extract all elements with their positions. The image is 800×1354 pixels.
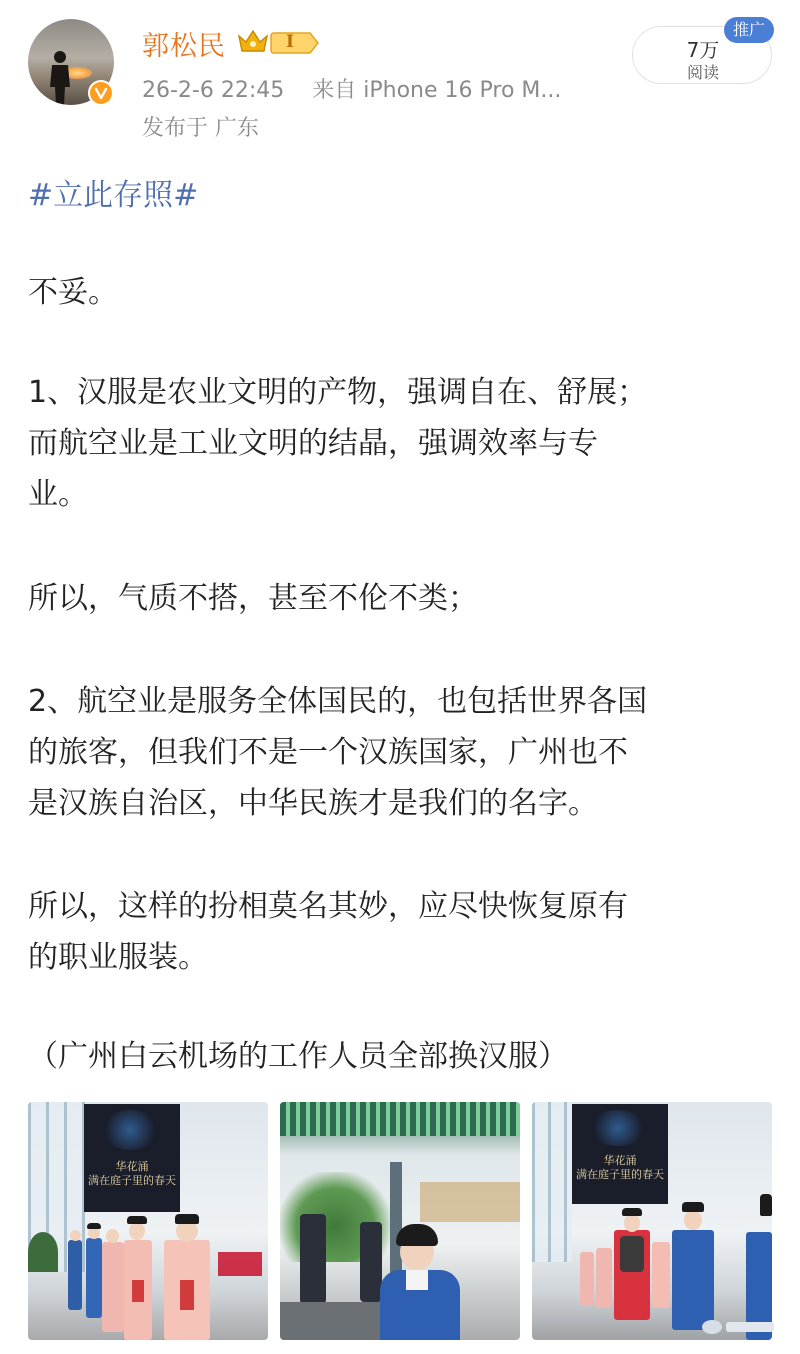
reads-count: 7万 [686, 38, 720, 62]
level-badge-text: I [286, 32, 294, 52]
post-meta [142, 73, 561, 104]
paragraph-4-line-2: 的旅客，但我们不是一个汉族国家，广州也不 [28, 735, 628, 770]
paragraph-1: 不妥。 [28, 275, 118, 310]
paragraph-4-line-1: 2、航空业是服务全体国民的，也包括世界各国 [28, 684, 648, 719]
paragraph-5-line-2: 的职业服装。 [28, 940, 208, 975]
screen-text-2: 满在庭子里的春天 [88, 1174, 176, 1187]
photo-3[interactable] [532, 1102, 772, 1340]
paragraph-2-line-3: 业。 [28, 477, 88, 512]
level-badge [270, 31, 320, 55]
paragraph-5-line-1: 所以，这样的扮相莫名其妙，应尽快恢复原有 [28, 889, 628, 924]
screen-text-2: 满在庭子里的春天 [576, 1168, 664, 1181]
paragraph-2-line-2: 而航空业是工业文明的结晶，强调效率与专 [28, 426, 598, 461]
post-time: 26-2-6 22:45 [142, 78, 285, 103]
promo-badge[interactable]: 推广 [724, 17, 774, 43]
display-screen [84, 1104, 180, 1212]
paragraph-4-line-3: 是汉族自治区，中华民族才是我们的名字。 [28, 786, 598, 821]
screen-text-1: 华花涌 [115, 1160, 149, 1173]
watermark-icon [700, 1316, 780, 1336]
hashtag-link[interactable]: #立此存照# [28, 178, 199, 213]
person-silhouette [38, 49, 78, 105]
photo-1[interactable] [28, 1102, 268, 1340]
paragraph-2-line-1: 1、汉服是农业文明的产物，强调自在、舒展； [28, 375, 648, 410]
display-screen [572, 1104, 668, 1204]
verified-v-icon [88, 80, 114, 106]
crown-icon [236, 26, 270, 56]
paragraph-3: 所以，气质不搭，甚至不伦不类； [28, 581, 478, 616]
post-location: 发布于 广东 [142, 116, 259, 141]
post-source[interactable]: 来自 iPhone 16 Pro M... [312, 78, 562, 103]
photo-2[interactable] [280, 1102, 520, 1340]
reads-label: 阅读 [686, 63, 719, 82]
screen-text-1: 华花涌 [603, 1154, 637, 1167]
paragraph-6: （广州白云机场的工作人员全部换汉服） [28, 1039, 568, 1074]
username[interactable]: 郭松民 [142, 31, 226, 62]
